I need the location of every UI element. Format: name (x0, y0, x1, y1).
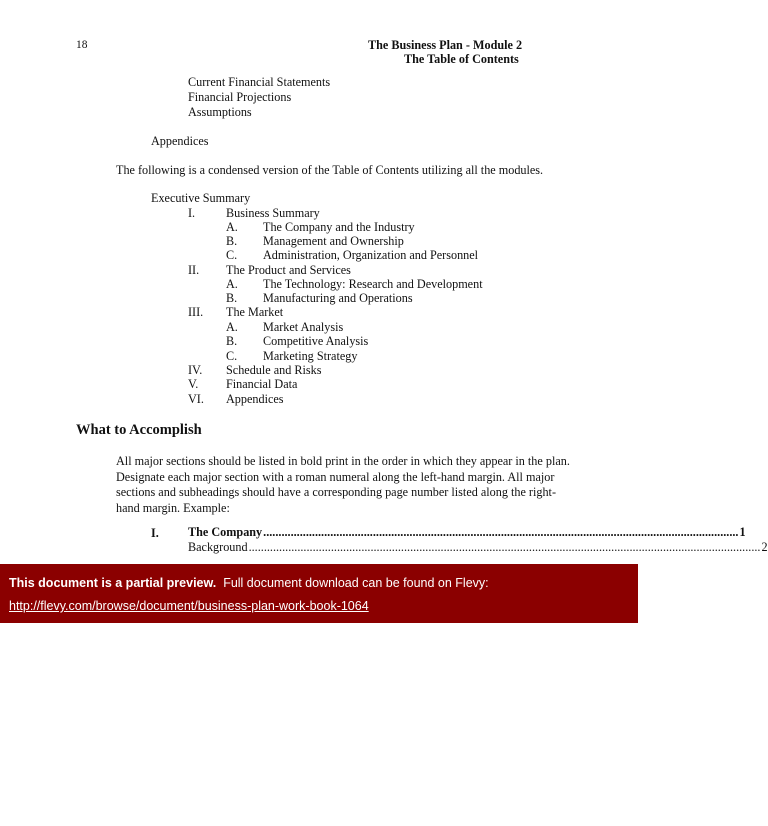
toc-sub-letter: C. (226, 248, 238, 262)
toc-sub-title: Management and Ownership (263, 234, 404, 248)
toc-section-title: Appendices (226, 392, 284, 406)
dot-leader: ............................................................................................................................................................ (263, 525, 739, 539)
toc-sub-title: Market Analysis (263, 320, 344, 334)
toc-sub-title: The Company and the Industry (263, 220, 415, 234)
toc-sub-letter: A. (226, 277, 238, 291)
appendices-item: Appendices (151, 134, 209, 148)
toc-sub-title: The Technology: Research and Development (263, 277, 483, 291)
toc-section-number: II. (188, 263, 200, 277)
example-company-title: The Company (188, 525, 263, 539)
example-section-number: I. (151, 526, 159, 540)
intro-text: The following is a condensed version of the Table of Contents utilizing all the modules. (116, 163, 544, 177)
toc-executive-summary: Executive Summary (151, 191, 251, 205)
section-heading: What to Accomplish (76, 422, 202, 438)
toc-sub-letter: B. (226, 234, 238, 248)
toc-section-title: Financial Data (226, 377, 298, 391)
toc-sub-title: Marketing Strategy (263, 349, 358, 363)
toc-sub-title: Administration, Organization and Personnel (263, 248, 479, 262)
example-company-page: 1 (739, 525, 746, 539)
accomplish-paragraph: All major sections should be listed in bold print in the order in which they appear in the plan. Designate each major section with a roman numeral along the left-hand margin. All major sections and subheadings should have a corresponding page number listed along the right-hand margin. Example: (116, 454, 570, 515)
financial-item: Financial Projections (188, 90, 292, 104)
toc-section-title: Business Summary (226, 206, 320, 220)
example-background-page: 2 (761, 540, 768, 554)
toc-section-title: The Market (226, 305, 284, 319)
toc-section-number: III. (188, 305, 204, 319)
dot-leader: ........................................................................................................................................................................ (248, 540, 761, 554)
example-background-title: Background (188, 540, 248, 554)
toc-sub-letter: A. (226, 220, 238, 234)
banner-text: Full document download can be found on Flevy: (223, 576, 489, 590)
example-background-entry (188, 540, 768, 555)
toc-sub-letter: A. (226, 320, 238, 334)
toc-sub-title: Competitive Analysis (263, 334, 369, 348)
preview-banner (0, 564, 638, 623)
banner-bold-text: This document is a partial preview. (9, 576, 217, 590)
toc-section-number: VI. (188, 392, 204, 406)
financial-item: Current Financial Statements (188, 75, 331, 89)
toc-sub-letter: C. (226, 349, 238, 363)
toc-section-number: V. (188, 377, 199, 391)
toc-sub-letter: B. (226, 291, 238, 305)
toc-section-title: The Product and Services (226, 263, 351, 277)
example-company-entry (188, 525, 746, 540)
header-subtitle: The Table of Contents (404, 52, 519, 66)
header-title: The Business Plan - Module 2 (368, 38, 523, 52)
toc-section-number: IV. (188, 363, 203, 377)
banner-message (9, 576, 489, 590)
toc-sub-title: Manufacturing and Operations (263, 291, 413, 305)
download-link[interactable]: http://flevy.com/browse/document/business-plan-work-book-1064 (9, 599, 369, 613)
toc-section-number: I. (188, 206, 196, 220)
financial-item: Assumptions (188, 105, 252, 119)
toc-sub-letter: B. (226, 334, 238, 348)
toc-section-title: Schedule and Risks (226, 363, 322, 377)
page-number: 18 (76, 39, 88, 51)
